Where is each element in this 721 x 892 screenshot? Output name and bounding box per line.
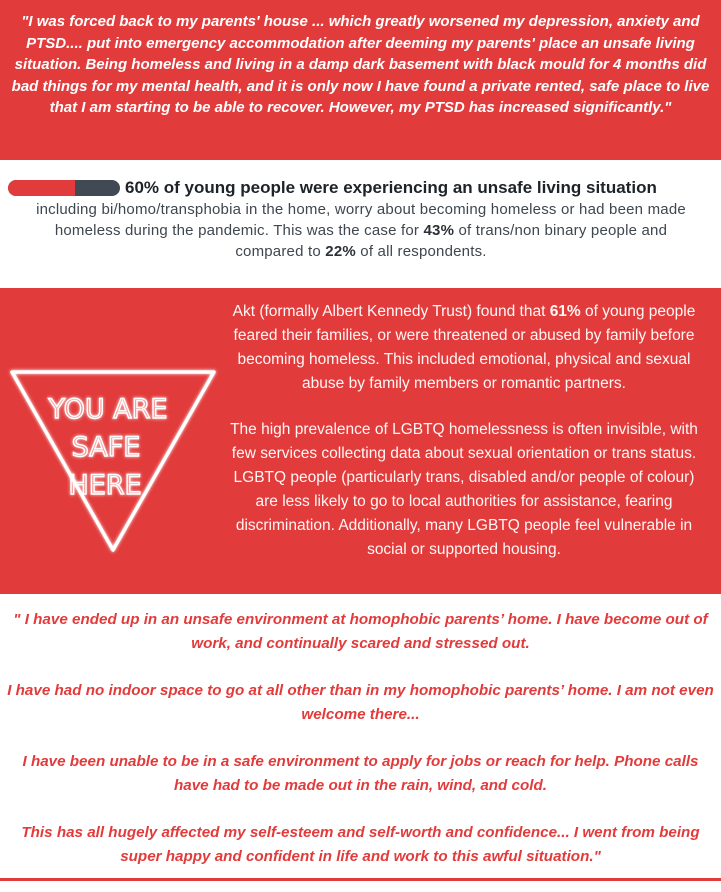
bottom-quotes: [6, 608, 715, 892]
stat-headline: [125, 178, 657, 198]
top-quote-text: "I was forced back to my parents' house ... which greatly worsened my depression, anxiety and PTSD.... put into emergency accommodation after deeming my parents' place an unsafe living situation. Being homeless and living in a damp dark basement with black mould for 4 months did bad things for my mental health, and it is only now I have found a private rented, safe place to live that I am starting to be able to recover. However, my PTSD has increased significantly.": [11, 13, 710, 116]
akt-paragraph-1-text-2: of young people feared their families, or were threatened or abused by family before becoming homeless. This included emotional, physical and sexual abuse by family members or romantic partners.: [233, 303, 696, 392]
percent-progress-fill: [8, 180, 75, 196]
bottom-quotes-section: [0, 592, 721, 883]
quote-paragraph: " I have ended up in an unsafe environment at homophobic parents’ home. I have become out of work, and continually scared and stressed out.: [13, 611, 708, 652]
akt-paragraph-2: The high prevalence of LGBTQ homelessness is often invisible, with few services collecting data about sexual orientation or trans status. LGBTQ people (particularly trans, disabled and/or people of colour) are less likely to go to local authorities for assistance, fearing discrimination. Additionally, many LGBTQ people feel vulnerable in social or supported housing.: [230, 421, 698, 558]
quote-paragraph: This has all hugely affected my self-esteem and self-worth and confidence... I went from being super happy and confident in life and work to this awful situation.": [21, 824, 700, 865]
quote-paragraph: I have had no indoor space to go at all other than in my homophobic parents’ home. I am not even welcome there...: [7, 682, 714, 723]
akt-paragraph-1-text: Akt (formally Albert Kennedy Trust) found that: [232, 303, 550, 320]
sign-line-3: HERE: [68, 470, 142, 501]
akt-paragraph-1: [222, 300, 706, 396]
sign-line-1: YOU ARE: [48, 394, 168, 425]
stat-detail-text: including bi/homo/transphobia in the home, worry about becoming homeless or had been made homeless during the pandemic. This was the case for: [36, 201, 686, 239]
percent-progress-bar: [8, 180, 120, 196]
akt-percent: 61%: [549, 303, 581, 320]
quote-paragraph: I have been unable to be in a safe environment to apply for jobs or reach for help. Phone calls have had to be made out in the rain, wind, and cold.: [22, 753, 699, 794]
stat-detail-text-3: of all respondents.: [355, 243, 487, 260]
akt-text: [222, 300, 706, 562]
stat-percent: 60%: [125, 178, 160, 197]
stat-detail: [30, 199, 692, 262]
stat-headline-text: of young people were experiencing an unsafe living situation: [159, 178, 657, 197]
top-quote-banner: [0, 0, 721, 160]
you-are-safe-here-sign: [6, 366, 220, 556]
sign-line-2: SAFE: [71, 432, 141, 463]
all-respondents-percent: 22%: [325, 243, 356, 260]
stat-detail-text-2: of trans/non binary people and compared to: [235, 222, 668, 260]
akt-section: [0, 288, 721, 592]
trans-percent: 43%: [423, 222, 455, 239]
